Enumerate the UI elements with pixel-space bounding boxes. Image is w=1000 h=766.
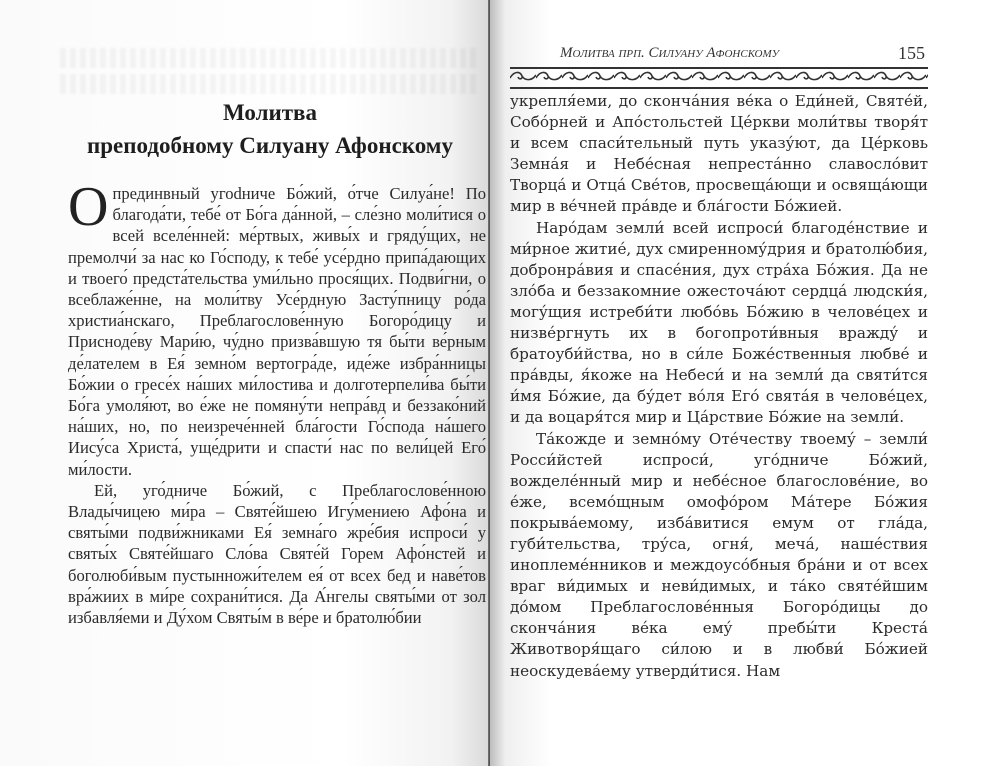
show-through-text [60,74,480,94]
paragraph [68,176,486,480]
title-line-1: Молитва [223,100,317,125]
prayer-title [60,96,480,162]
paragraph-text: прединвный угоdниче Бо́жий, о́тче Силуа́не! По благода́ти, тебе́ от Бо́га да́нной, – сле́зно моли́тися о всей вселе́нней: ме́ртвых, живы́х и гряду́щих, не премолчи́ за нас ко Го́споду, к тебе́ усе́рдно припа́дающих и твоего́ предста́тельства уми́льно прося́щих. Подви́гни, о всеблаже́нне, на моли́тву Усе́рдную Засту́пницу ро́да христиа́нскаго, Преблагослове́нную Богоро́дицу и Присноде́ву Мари́ю, чу́дно призва́вшую тя бы́ти ве́рным де́лателем в Ея́ земно́м вертогра́де, иде́же избра́нницы Бо́жии о гресе́х на́ших ми́лостива и долготерпели́ва бы́ти Бо́га умоля́ют, во е́же не помяну́ти непра́вд и беззако́ний на́ших, но, по неизрече́нней бла́гости Го́спода на́шего Иису́са Христа́, уще́дрити и спасти́ нас по вели́цей Его́ ми́лости. [68,184,486,479]
title-line-2: преподобному Силуану Афонскому [87,133,453,158]
page-number: 155 [898,43,925,63]
paragraph: Наро́дам земли́ всей испроси́ благоде́нствие и ми́рное житие́, дух смиренному́дрия и братолю́бия, добронра́вия и спасе́ния, дух стра́ха Бо́жия. Да не зло́ба и беззакомние ожесточа́ют сердца́ людски́я, могу́щия истреби́ти любо́вь Бо́жию в челове́цех и низве́ргнуть их в богопроти́вныя вражду́ и братоуби́йства, но в си́ле Боже́ственныя любве́ и пра́вды, я́коже на Небеси́ и на земли́ да святи́тся и́мя Бо́жие, да бу́дет во́ля Его́ свята́я в челове́цех, и да воцаря́тся мир и Ца́рствие Бо́жие на земли́. [510,218,928,427]
paragraph: Та́кожде и земно́му Оте́честву твоему́ – земли́ Росси́йстей испроси́, уго́дниче Бо́жий, вожделе́нный мир и небе́сное благослове́ние, во е́же, всемо́щным омофо́ром Ма́тере Бо́жия покрыва́емому, изба́витися емум от гла́да, губи́тельства, тру́са, огня́, меча́, наше́ствия иноплеме́нников и междоусо́бныя бра́ни и от всех враг ви́димых и неви́димых, и та́ко святе́йшим до́мом Преблагослове́нныя Богоро́дицы до сконча́ния ве́ка ему́ пребы́ти Креста́ Животворя́щаго си́лою и в любви́ Бо́жией неоскудева́ему утверди́тися. Нам [510,429,928,680]
wave-ornament-icon [510,69,928,83]
paragraph: Ей, уго́дниче Бо́жий, с Преблагослове́нною Влады́чицею ми́ра – Святе́йшею Игу́мениею Афо́на и святы́ми подви́жниками Ея́ земна́го жре́бия испроси́ у святы́х Святе́йшаго Сло́ва Святе́й Горем Афо́нстей и боголюби́вым пустынножи́телем ея́ от всех бед и наве́тов вра́жиих в ми́ре сохрани́тися. Да А́нгелы святы́ми от зол избавля́еми и Ду́хом Святы́м в ве́ре и братолю́бии [68,480,486,628]
drop-cap: О [68,176,109,238]
left-page [0,0,490,766]
paragraph: укрепля́еми, до сконча́ния ве́ка о Еди́ней, Святе́й, Собо́рней и Апо́стольстей Це́ркви моли́твы творя́т и всем спаси́тельный путь указу́ют, да Це́рковь Земна́я и Небе́сная непреста́нно славосло́вит Творца́ и Отца́ Све́тов, просвеща́ющи и освяща́ющи мир в ве́чней пра́вде и бла́гости Бо́жией. [510,92,928,216]
ornamental-border [510,67,928,89]
show-through-text [60,48,480,68]
left-body-text [68,176,486,628]
right-body-text [510,91,928,682]
running-head: Молитва прп. Силуану Афонскому [560,45,780,61]
